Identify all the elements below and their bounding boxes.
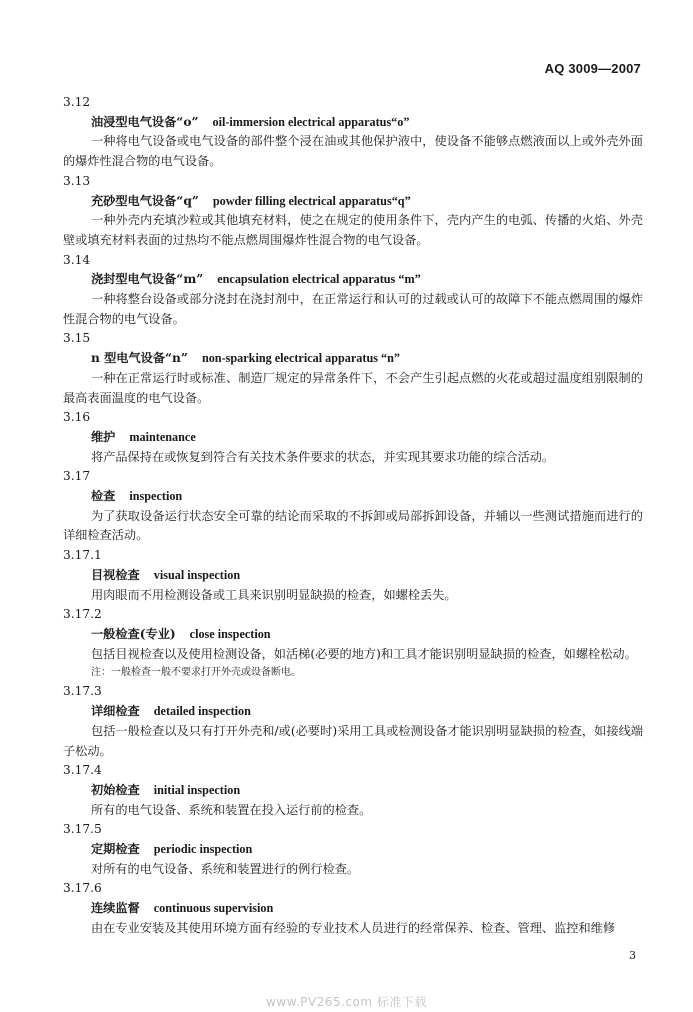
term-definition: 一种外壳内充填沙粒或其他填充材料，使之在规定的使用条件下，壳内产生的电弧、传播的火焰、外壳壁或填充材料表面的过热均不能点燃周围爆炸性混合物的电气设备。 <box>63 213 643 247</box>
term-chinese: 定期检查 <box>91 842 140 857</box>
term-english: visual inspection <box>153 567 241 582</box>
term-chinese: 检查 <box>91 489 116 504</box>
term-definition: 一种将整台设备或部分浇封在浇封剂中，在正常运行和认可的过载或认可的故障下不能点燃周围的爆炸性混合物的电气设备。 <box>63 292 643 326</box>
term-english: continuous supervision <box>153 901 274 916</box>
term-definition: 由在专业安装及其使用环境方面有经验的专业技术人员进行的经常保养、检查、管理、监控和维修 <box>91 920 616 935</box>
term-english: powder filling electrical apparatus“q” <box>212 193 411 208</box>
clause-number: 3.14 <box>63 252 91 267</box>
clause-number: 3.17 <box>63 469 91 484</box>
clause-number: 3.17.1 <box>63 548 102 563</box>
term-english: maintenance <box>129 429 196 444</box>
term-english: encapsulation electrical apparatus “m” <box>217 272 421 287</box>
clause-number: 3.15 <box>63 331 91 346</box>
term-english: close inspection <box>189 626 271 641</box>
term-chinese: 一般检查(专业) <box>91 626 176 641</box>
term-definition: 一种在正常运行时或标准、制造厂规定的异常条件下，不会产生引起点燃的火花或超过温度组别限制的最高表面温度的电气设备。 <box>63 370 643 405</box>
term-definition: 为了获取设备运行状态安全可靠的结论而采取的不拆卸或局部拆卸设备，并辅以一些测试措施而进行的详细检查活动。 <box>63 508 643 543</box>
term-chinese: 维护 <box>91 429 116 444</box>
term-chinese: n 型电气设备“n” <box>91 351 188 366</box>
clause-number: 3.17.5 <box>63 822 102 837</box>
term-chinese: 浇封型电气设备“m” <box>91 272 204 287</box>
term-definition: 包括一般检查以及只有打开外壳和/或(必要时)采用工具或检测设备才能识别明显缺损的检查，如接线端子松动。 <box>63 723 643 758</box>
term-definition: 包括目视检查以及使用检测设备，如活梯(必要的地方)和工具才能识别明显缺损的检查，如螺栓松动。 <box>91 646 637 661</box>
term-definition: 用肉眼而不用检测设备或工具来识别明显缺损的检查，如螺栓丢失。 <box>91 587 457 602</box>
term-heading <box>63 270 643 290</box>
document-body <box>63 93 643 939</box>
term-heading <box>63 899 643 919</box>
clause-number: 3.17.3 <box>63 684 102 699</box>
term-heading <box>63 702 643 722</box>
term-heading <box>63 349 643 369</box>
term-heading <box>63 487 643 507</box>
term-english: non-sparking electrical apparatus “n” <box>201 351 400 366</box>
clause-number: 3.12 <box>63 95 91 109</box>
term-chinese: 充砂型电气设备“q” <box>91 193 199 208</box>
term-definition: 一种将电气设备或电气设备的部件整个浸在油或其他保护液中，使设备不能够点燃液面以上或外壳外面的爆炸性混合物的电气设备。 <box>63 134 643 169</box>
clause-number: 3.13 <box>63 173 91 188</box>
term-chinese: 油浸型电气设备“o” <box>91 114 199 129</box>
term-english: inspection <box>129 489 183 504</box>
watermark-text: www.PV265.com 标准下载 <box>266 995 427 1009</box>
term-chinese: 详细检查 <box>91 704 140 719</box>
clause-number: 3.17.4 <box>63 763 102 778</box>
term-definition: 所有的电气设备、系统和装置在投入运行前的检查。 <box>91 802 372 817</box>
term-heading <box>63 840 643 860</box>
clause-number: 3.17.2 <box>63 607 102 622</box>
term-chinese: 连续监督 <box>91 901 140 916</box>
term-heading <box>63 113 643 133</box>
term-chinese: 目视检查 <box>91 567 140 582</box>
term-heading <box>63 192 643 212</box>
term-note: 注：一般检查一般不要求打开外壳或设备断电。 <box>91 667 301 679</box>
term-definition: 将产品保持在或恢复到符合有关技术条件要求的状态，并实现其要求功能的综合活动。 <box>91 449 555 464</box>
term-heading <box>63 566 643 586</box>
clause-number: 3.16 <box>63 410 91 425</box>
term-heading <box>63 428 643 448</box>
clause-number: 3.17.6 <box>63 881 102 896</box>
term-english: periodic inspection <box>153 842 253 857</box>
term-definition: 对所有的电气设备、系统和装置进行的例行检查。 <box>91 861 360 876</box>
term-heading <box>63 781 643 801</box>
term-english: detailed inspection <box>153 704 251 719</box>
page-number: 3 <box>629 949 636 962</box>
term-chinese: 初始检查 <box>91 782 140 797</box>
term-english: oil-immersion electrical apparatus“o” <box>212 114 410 129</box>
document-code: AQ 3009—2007 <box>544 61 641 76</box>
term-english: initial inspection <box>153 782 241 797</box>
term-heading <box>63 625 643 645</box>
